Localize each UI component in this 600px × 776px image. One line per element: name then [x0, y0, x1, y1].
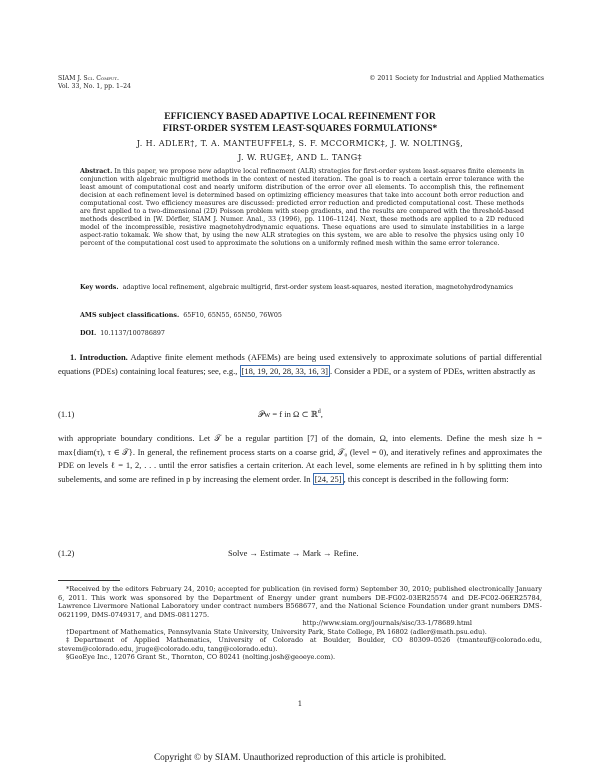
ams-classifications	[80, 312, 524, 320]
keywords-label: Key words.	[80, 284, 119, 291]
equation-expression: 𝒫w = f in Ω ⊂ ℝ$^d$,	[258, 409, 323, 419]
title-line: EFFICIENCY BASED ADAPTIVE LOCAL REFINEMENT FOR	[164, 111, 436, 122]
paper-title	[58, 111, 542, 135]
abstract-label: Abstract.	[80, 168, 113, 175]
keywords	[80, 284, 524, 292]
doi-label: DOI.	[80, 330, 97, 337]
author-list	[58, 137, 542, 164]
ams-label: AMS subject classifications.	[80, 312, 180, 319]
equation-1-1	[58, 409, 542, 423]
journal-header	[58, 75, 131, 91]
equation-expression: Solve → Estimate → Mark → Refine.	[228, 548, 359, 558]
footnote: †Department of Mathematics, Pennsylvania State University, University Park, State College, PA 16802 (adler@math.psu.edu).	[66, 627, 487, 636]
doi-text: 10.1137/100786897	[100, 330, 165, 337]
footnote: ‡Department of Applied Mathematics, University of Colorado at Boulder, Boulder, CO 80309–0526 (tmanteuf@colorado.edu, stevem@colorado.edu, jruge@colorado.edu, tang@colorado.edu).	[58, 636, 542, 653]
journal-volume: Vol. 33, No. 1, pp. 1–24	[58, 83, 131, 90]
page-number: 1	[297, 700, 303, 708]
abstract	[80, 168, 524, 248]
equation-1-2	[58, 548, 542, 562]
copyright-notice: Copyright © by SIAM. Unauthorized reproduction of this article is prohibited.	[153, 753, 447, 763]
intro-paragraph-1	[58, 351, 542, 378]
intro-text: with appropriate boundary conditions. Let 𝒯 be a regular partition [7] of the domain, Ω, into elements. Define the mesh size h = max{diam(τ), τ ∈ 𝒯}. In general, the refinement process starts on a coarse grid, 𝒯₀ (level = 0), and iteratively refines and approximates the PDE on levels ℓ = 1, 2, . . . until the error satisfies a certain criterion. At each level, some elements are refined in h by splitting them into subelements, and some are refined in p by increasing the element order. In	[58, 433, 542, 484]
footnote-rule	[58, 580, 120, 581]
doi	[80, 330, 524, 338]
footnote: §GeoEye Inc., 12076 Grant St., Thornton, CO 80241 (nolting.josh@geoeye.com).	[66, 653, 336, 662]
citation-link[interactable]: [24, 25]	[314, 473, 342, 484]
copyright-header: © 2011 Society for Industrial and Applied Mathematics	[369, 75, 544, 82]
citation-link[interactable]: [18, 19, 20, 28, 33, 16, 3]	[241, 365, 328, 376]
equation-number: (1.2)	[58, 548, 75, 558]
section-heading: 1. Introduction.	[70, 352, 128, 362]
intro-text: , this concept is described in the following form:	[343, 473, 509, 484]
ams-text: 65F10, 65N55, 65N50, 76W05	[183, 312, 282, 319]
intro-paragraph-2	[58, 432, 542, 486]
intro-text: Adaptive finite element methods (AFEMs) are being used extensively to approximate solutions of partial differential equations (PDEs) containing local features; see, e.g.,	[58, 352, 542, 376]
keywords-text: adaptive local refinement, algebraic multigrid, first-order system least-squares, nested iteration, magnetohydrodynamics	[122, 284, 514, 291]
intro-text: . Consider a PDE, or a system of PDEs, written abstractly as	[329, 365, 536, 376]
equation-number: (1.1)	[58, 409, 75, 419]
abstract-text: In this paper, we propose new adaptive local refinement (ALR) strategies for first-order system least-squares finite elements in conjunction with algebraic multigrid methods in the context of nested iteration. The goal is to reach a certain error tolerance with the least amount of computational cost and nearly uniform distribution of the error over all elements. To accomplish this, the refinement decision at each refinement level is determined based on optimizing efficiency measures that take into account both error reduction and computational cost. Two efficiency measures are discussed: predicted error reduction and predicted computational cost. These methods are first applied to a two-dimensional (2D) Poisson problem with steep gradients, and the results are compared with the threshold-based methods described in [W. Dörfler, SIAM J. Numer. Anal., 33 (1996), pp. 1106–1124]. Next, these methods are applied to a 2D reduced model of the incompressible, resistive magnetohydrodynamic equations. These equations are used to simulate instabilities in a large aspect-ratio tokamak. We show that, by using the new ALR strategies on this system, we are able to resolve the physics using only 10 percent of the computational cost used to approximate the solutions on a uniformly refined mesh within the same error tolerance.	[80, 168, 524, 248]
footnote-url[interactable]: http://www.siam.org/journals/sisc/33-1/78689.html	[302, 619, 472, 628]
journal-name: SIAM J. Sci. Comput.	[58, 75, 119, 82]
footnotes	[58, 585, 542, 662]
footnote: *Received by the editors February 24, 2010; accepted for publication (in revised form) September 30, 2010; published electronically January 6, 2011. This work was sponsored by the Department of Energy under grant numbers DE-FG02-03ER25574 and DE-FC02-06ER25784, Lawrence Livermore National Laboratory under contract numbers B568677, and the National Science Foundation under grant numbers DMS-0621199, DMS-0749317, and DMS-0811275.	[58, 585, 542, 619]
title-line: FIRST-ORDER SYSTEM LEAST-SQUARES FORMULATIONS*	[162, 123, 438, 134]
author-line: J. H. ADLER†, T. A. MANTEUFFEL‡, S. F. MCCORMICK‡, J. W. NOLTING§,	[136, 139, 464, 148]
author-line: J. W. RUGE‡, AND L. TANG‡	[238, 152, 362, 162]
